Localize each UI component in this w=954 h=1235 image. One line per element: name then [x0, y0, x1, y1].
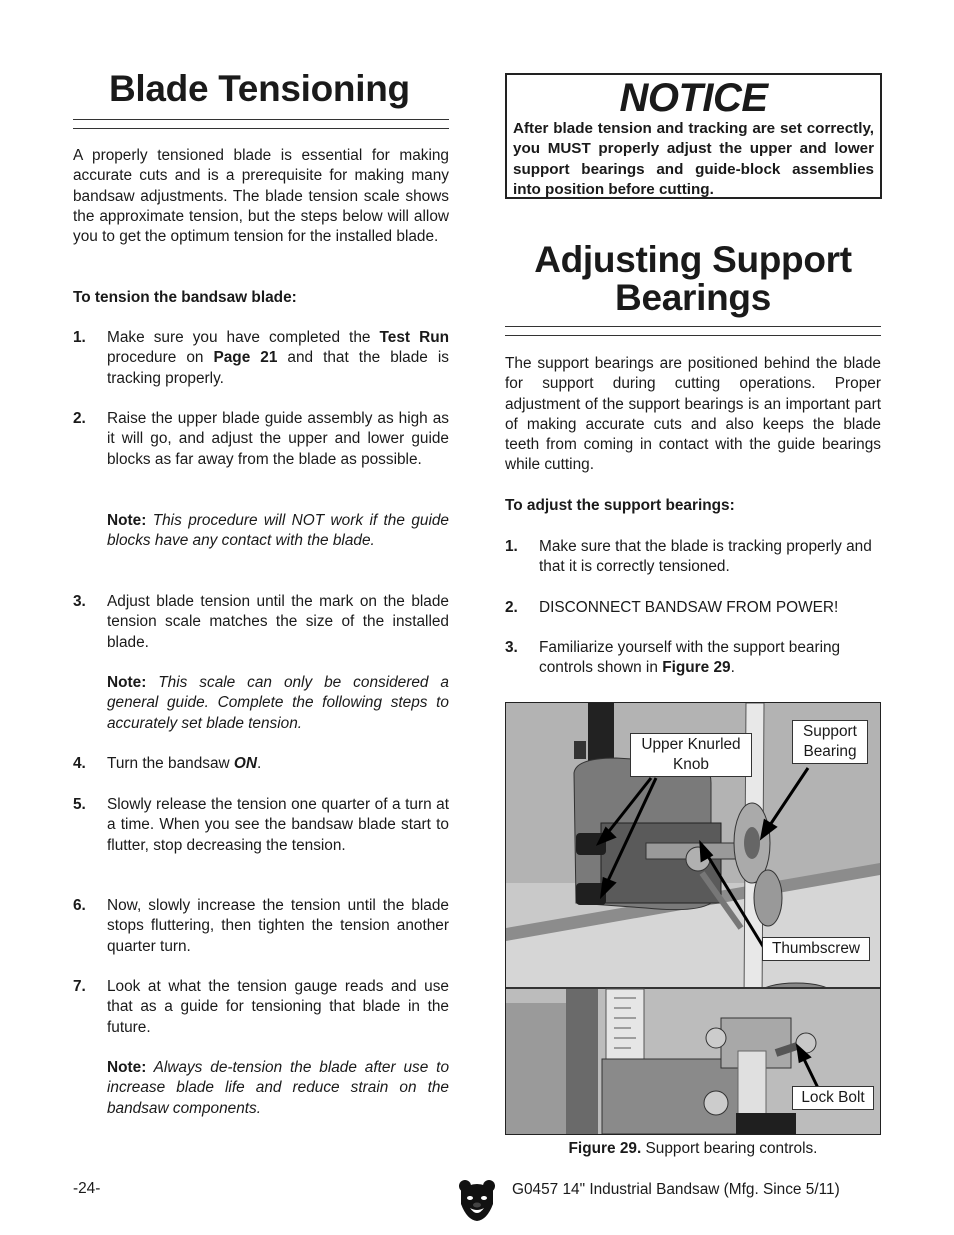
section-title-line2: Bearings: [615, 277, 771, 318]
step-text: Slowly release the tension one quarter of a turn at a time. When you see the bandsaw blade start to flutter, stop decreasing the tension.: [107, 796, 449, 854]
step-number: 3.: [73, 593, 86, 610]
step-text: DISCONNECT BANDSAW FROM POWER!: [539, 599, 839, 616]
step-2: [73, 409, 449, 470]
figure-caption: Figure 29. Support bearing controls.: [568, 1140, 818, 1157]
step-1: [73, 328, 449, 389]
callout-thumbscrew: Thumbscrew: [762, 937, 870, 961]
note-2: Note: This scale can only be considered a general guide. Complete the following steps to accurately set blade tension.: [107, 674, 449, 732]
blade-tensioning-subhead: To tension the bandsaw blade:: [73, 289, 297, 306]
step-text: Raise the upper blade guide assembly as high as it will go, and adjust the upper and lower guide blocks as far away from the blade as possible.: [107, 410, 449, 468]
callout-lock-bolt: Lock Bolt: [792, 1086, 874, 1110]
step-number: 3.: [505, 639, 518, 656]
note-1: Note: This procedure will NOT work if the guide blocks have any contact with the blade.: [107, 512, 449, 550]
note-3: Note: Always de-tension the blade after use to increase blade life and reduce strain on the bandsaw components.: [107, 1059, 449, 1117]
rstep-1: [505, 537, 881, 578]
step-number: 4.: [73, 755, 86, 772]
step-text: Make sure you have completed the Test Run procedure on Page 21 and that the blade is tracking properly.: [107, 329, 449, 387]
step-number: 5.: [73, 796, 86, 813]
notice-title: NOTICE: [619, 76, 768, 120]
section-title-line1: Adjusting Support: [534, 239, 852, 280]
step-text: Make sure that the blade is tracking properly and that it is correctly tensioned.: [539, 538, 872, 576]
grizzly-bear-logo-icon: [457, 1178, 497, 1222]
support-bearings-subhead: To adjust the support bearings:: [505, 497, 735, 514]
blade-tensioning-intro: A properly tensioned blade is essential for making accurate cuts and is a prerequisite for making many bandsaw adjustments. The blade tension scale shows the approximate tension, but the steps below will allow you to get the optimum tension for the installed blade.: [73, 147, 449, 246]
step-text: Look at what the tension gauge reads and use that as a guide for tensioning that blade in the future.: [107, 978, 449, 1036]
notice-body: After blade tension and tracking are set correctly, you MUST properly adjust the upper and lower support bearings and guide-block assemblies into position before cutting.: [513, 120, 874, 198]
step-number: 1.: [505, 538, 518, 555]
step-5: [73, 795, 449, 856]
step-text: Familiarize yourself with the support bearing controls shown in Figure 29.: [539, 639, 841, 677]
step-text: Now, slowly increase the tension until the blade stops fluttering, then tighten the tension another quarter turn.: [107, 897, 449, 955]
step-number: 7.: [73, 978, 86, 995]
step-3: [73, 592, 449, 653]
page-number: -24-: [73, 1180, 101, 1197]
blade-tensioning-steps: [73, 0, 449, 1235]
step-number: 2.: [73, 410, 86, 427]
step-6: [73, 896, 449, 957]
support-bearings-steps: [505, 0, 881, 700]
section-title-blade-tensioning: Blade Tensioning: [109, 68, 410, 109]
step-number: 1.: [73, 329, 86, 346]
step-number: 6.: [73, 897, 86, 914]
rstep-3: [505, 638, 881, 679]
document-title: G0457 14" Industrial Bandsaw (Mfg. Since 5/11): [512, 1181, 840, 1198]
step-text: Turn the bandsaw ON.: [107, 755, 262, 772]
support-bearings-intro: The support bearings are positioned behind the blade for support during cutting operations. Proper adjustment of the support bearings is an important part of making accurate cuts and also keeps the blade teeth from coming in contact with the guide bearings while cutting.: [505, 355, 881, 474]
step-7: [73, 977, 449, 1038]
callout-support-bearing: Support Bearing: [792, 720, 868, 764]
step-text: Adjust blade tension until the mark on the blade tension scale matches the size of the installed blade.: [107, 593, 449, 651]
step-4: [73, 754, 449, 774]
step-number: 2.: [505, 599, 518, 616]
figure-29: [505, 702, 881, 1135]
rstep-2: [505, 598, 881, 618]
callout-upper-knurled-knob: Upper Knurled Knob: [630, 733, 752, 777]
